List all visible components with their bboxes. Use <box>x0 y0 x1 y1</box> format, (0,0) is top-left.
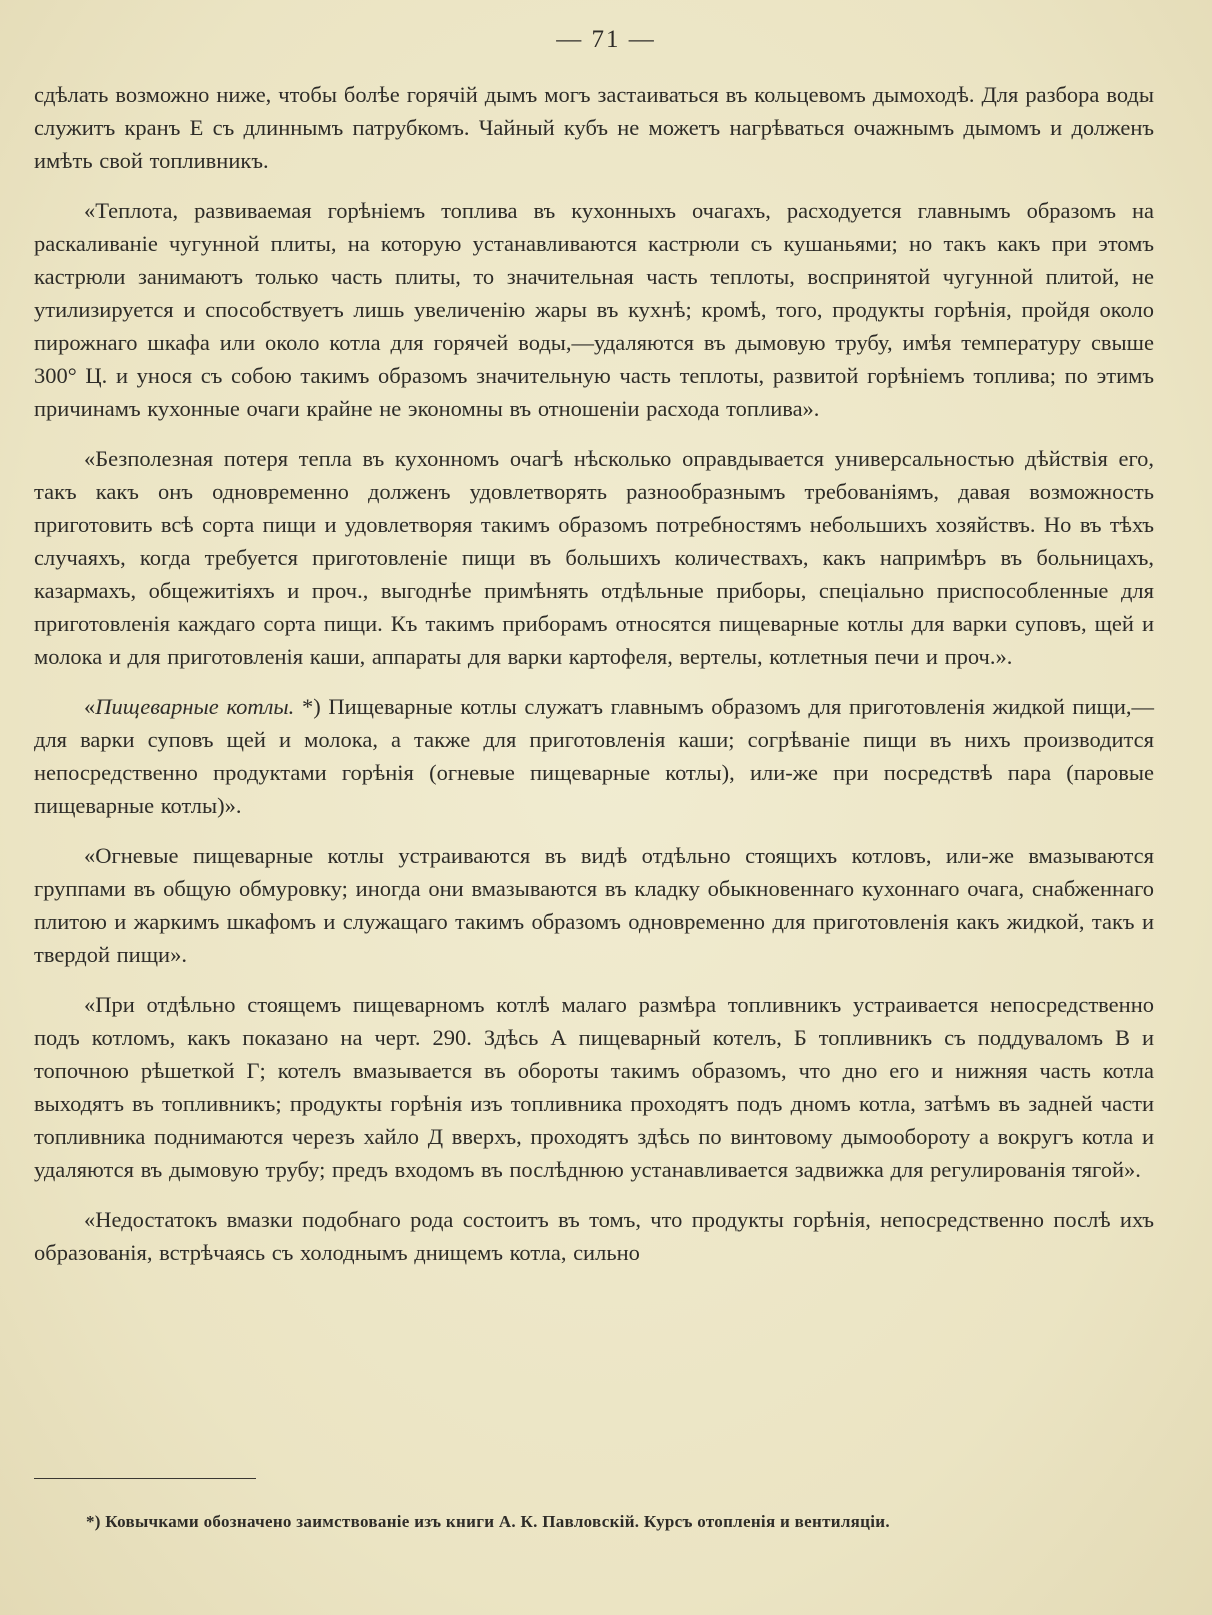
paragraph-standalone-boiler: «При отдѣльно стоящемъ пищеварномъ котлѣ малаго размѣра топливникъ устраивается непосредственно подъ котломъ, какъ показано на черт. 290. Здѣсь А пищеварный котелъ, Б топливникъ съ поддуваломъ В и топочною рѣшеткой Г; котелъ вмазывается въ обороты такимъ образомъ, что дно его и нижняя часть котла выходятъ въ топливникъ; продукты горѣнія изъ топливника проходятъ подъ дномъ котла, затѣмъ въ задней части топливника поднимаются черезъ хайло Д вверхъ, проходятъ здѣсь по винтовому дымообороту а вокругъ котла и удаляются въ дымовую трубу; предъ входомъ въ послѣднюю устанавливается задвижка для регулированія тягой». <box>34 992 1154 1182</box>
paragraph-useless-heat-loss: «Безполезная потеря тепла въ кухонномъ очагѣ нѣсколько оправдывается универсальностью дѣйствія его, такъ какъ онъ одновременно долженъ удовлетворять разнообразнымъ требованіямъ, давая возможность приготовить всѣ сорта пищи и удовлетворяя такимъ образомъ потребностямъ небольшихъ хозяйствъ. Но въ тѣхъ случаяхъ, когда требуется приготовленіе пищи въ большихъ количествахъ, какъ напримѣръ въ больницахъ, казармахъ, общежитіяхъ и проч., выгоднѣе примѣнять отдѣльные приборы, спеціально приспособленные для приготовленія каждаго сорта пищи. Къ такимъ приборамъ относятся пищеварные котлы для варки суповъ, щей и молока и для приготовленія каши, аппараты для варки картофеля, вертелы, котлетныя печи и проч.». <box>34 446 1154 669</box>
section-title-cooking-boilers: Пищеварные котлы. <box>95 694 295 719</box>
opening-quote: « <box>84 694 96 719</box>
paragraph-heat-of-kitchen-hearths: «Теплота, развиваемая горѣніемъ топлива въ кухонныхъ очагахъ, расходуется главнымъ образомъ на раскаливаніе чугунной плиты, на которую устанавливаются кастрюли съ кушаньями; но такъ какъ при этомъ кастрюли занимаютъ только часть плиты, то значительная часть теплоты, воспринятой чугунной плитой, не утилизируется и способствуетъ лишь увеличенію жары въ кухнѣ; кромѣ, того, продукты горѣнія, пройдя около пирожнаго шкафа или около котла для горячей воды,—удаляются въ дымовую трубу, имѣя температуру свыше 300° Ц. и унося съ собою такимъ образомъ значительную часть теплоты, развитой горѣніемъ топлива; по этимъ причинамъ кухонные очаги крайне не экономны въ отношеніи расхода топлива». <box>34 198 1154 421</box>
footnote: *) Ковычками обозначено заимствованіе изъ книги А. К. Павловскій. Курсъ отопленія и вентиляціи. <box>86 1512 890 1531</box>
paragraph-continuation: сдѣлать возможно ниже, чтобы болѣе горячій дымъ могъ застаиваться въ кольцевомъ дымоходѣ. Для разбора воды служитъ кранъ Е съ длиннымъ патрубкомъ. Чайный кубъ не можетъ нагрѣваться очажнымъ дымомъ и долженъ имѣть свой топливникъ. <box>34 82 1154 173</box>
paragraph-cooking-boilers <box>34 690 1154 822</box>
paragraph-cooking-boilers-text: *) Пищеварные котлы служатъ главнымъ образомъ для приготовленія жидкой пищи,—для варки суповъ щей и молока, а также для приготовленія каши; согрѣваніе пищи въ нихъ производится непосредственно продуктами горѣнія (огневые пищеварные котлы), или-же при посредствѣ пара (паровые пищеварные котлы)». <box>34 694 1154 818</box>
page-number: — 71 — <box>556 26 656 53</box>
body-text <box>34 78 1154 1286</box>
paragraph-drawback: «Недостатокъ вмазки подобнаго рода состоитъ въ томъ, что продукты горѣнія, непосредственно послѣ ихъ образованія, встрѣчаясь съ холоднымъ днищемъ котла, сильно <box>34 1207 1154 1265</box>
footnote-divider <box>34 1478 256 1479</box>
paragraph-fire-cooking-boilers: «Огневые пищеварные котлы устраиваются въ видѣ отдѣльно стоящихъ котловъ, или-же вмазываются группами въ общую обмуровку; иногда они вмазываются въ кладку обыкновеннаго кухоннаго очага, снабженнаго плитою и жаркимъ шкафомъ и служащаго такимъ образомъ одновременно для приготовленія какъ жидкой, такъ и твердой пищи». <box>34 843 1154 967</box>
